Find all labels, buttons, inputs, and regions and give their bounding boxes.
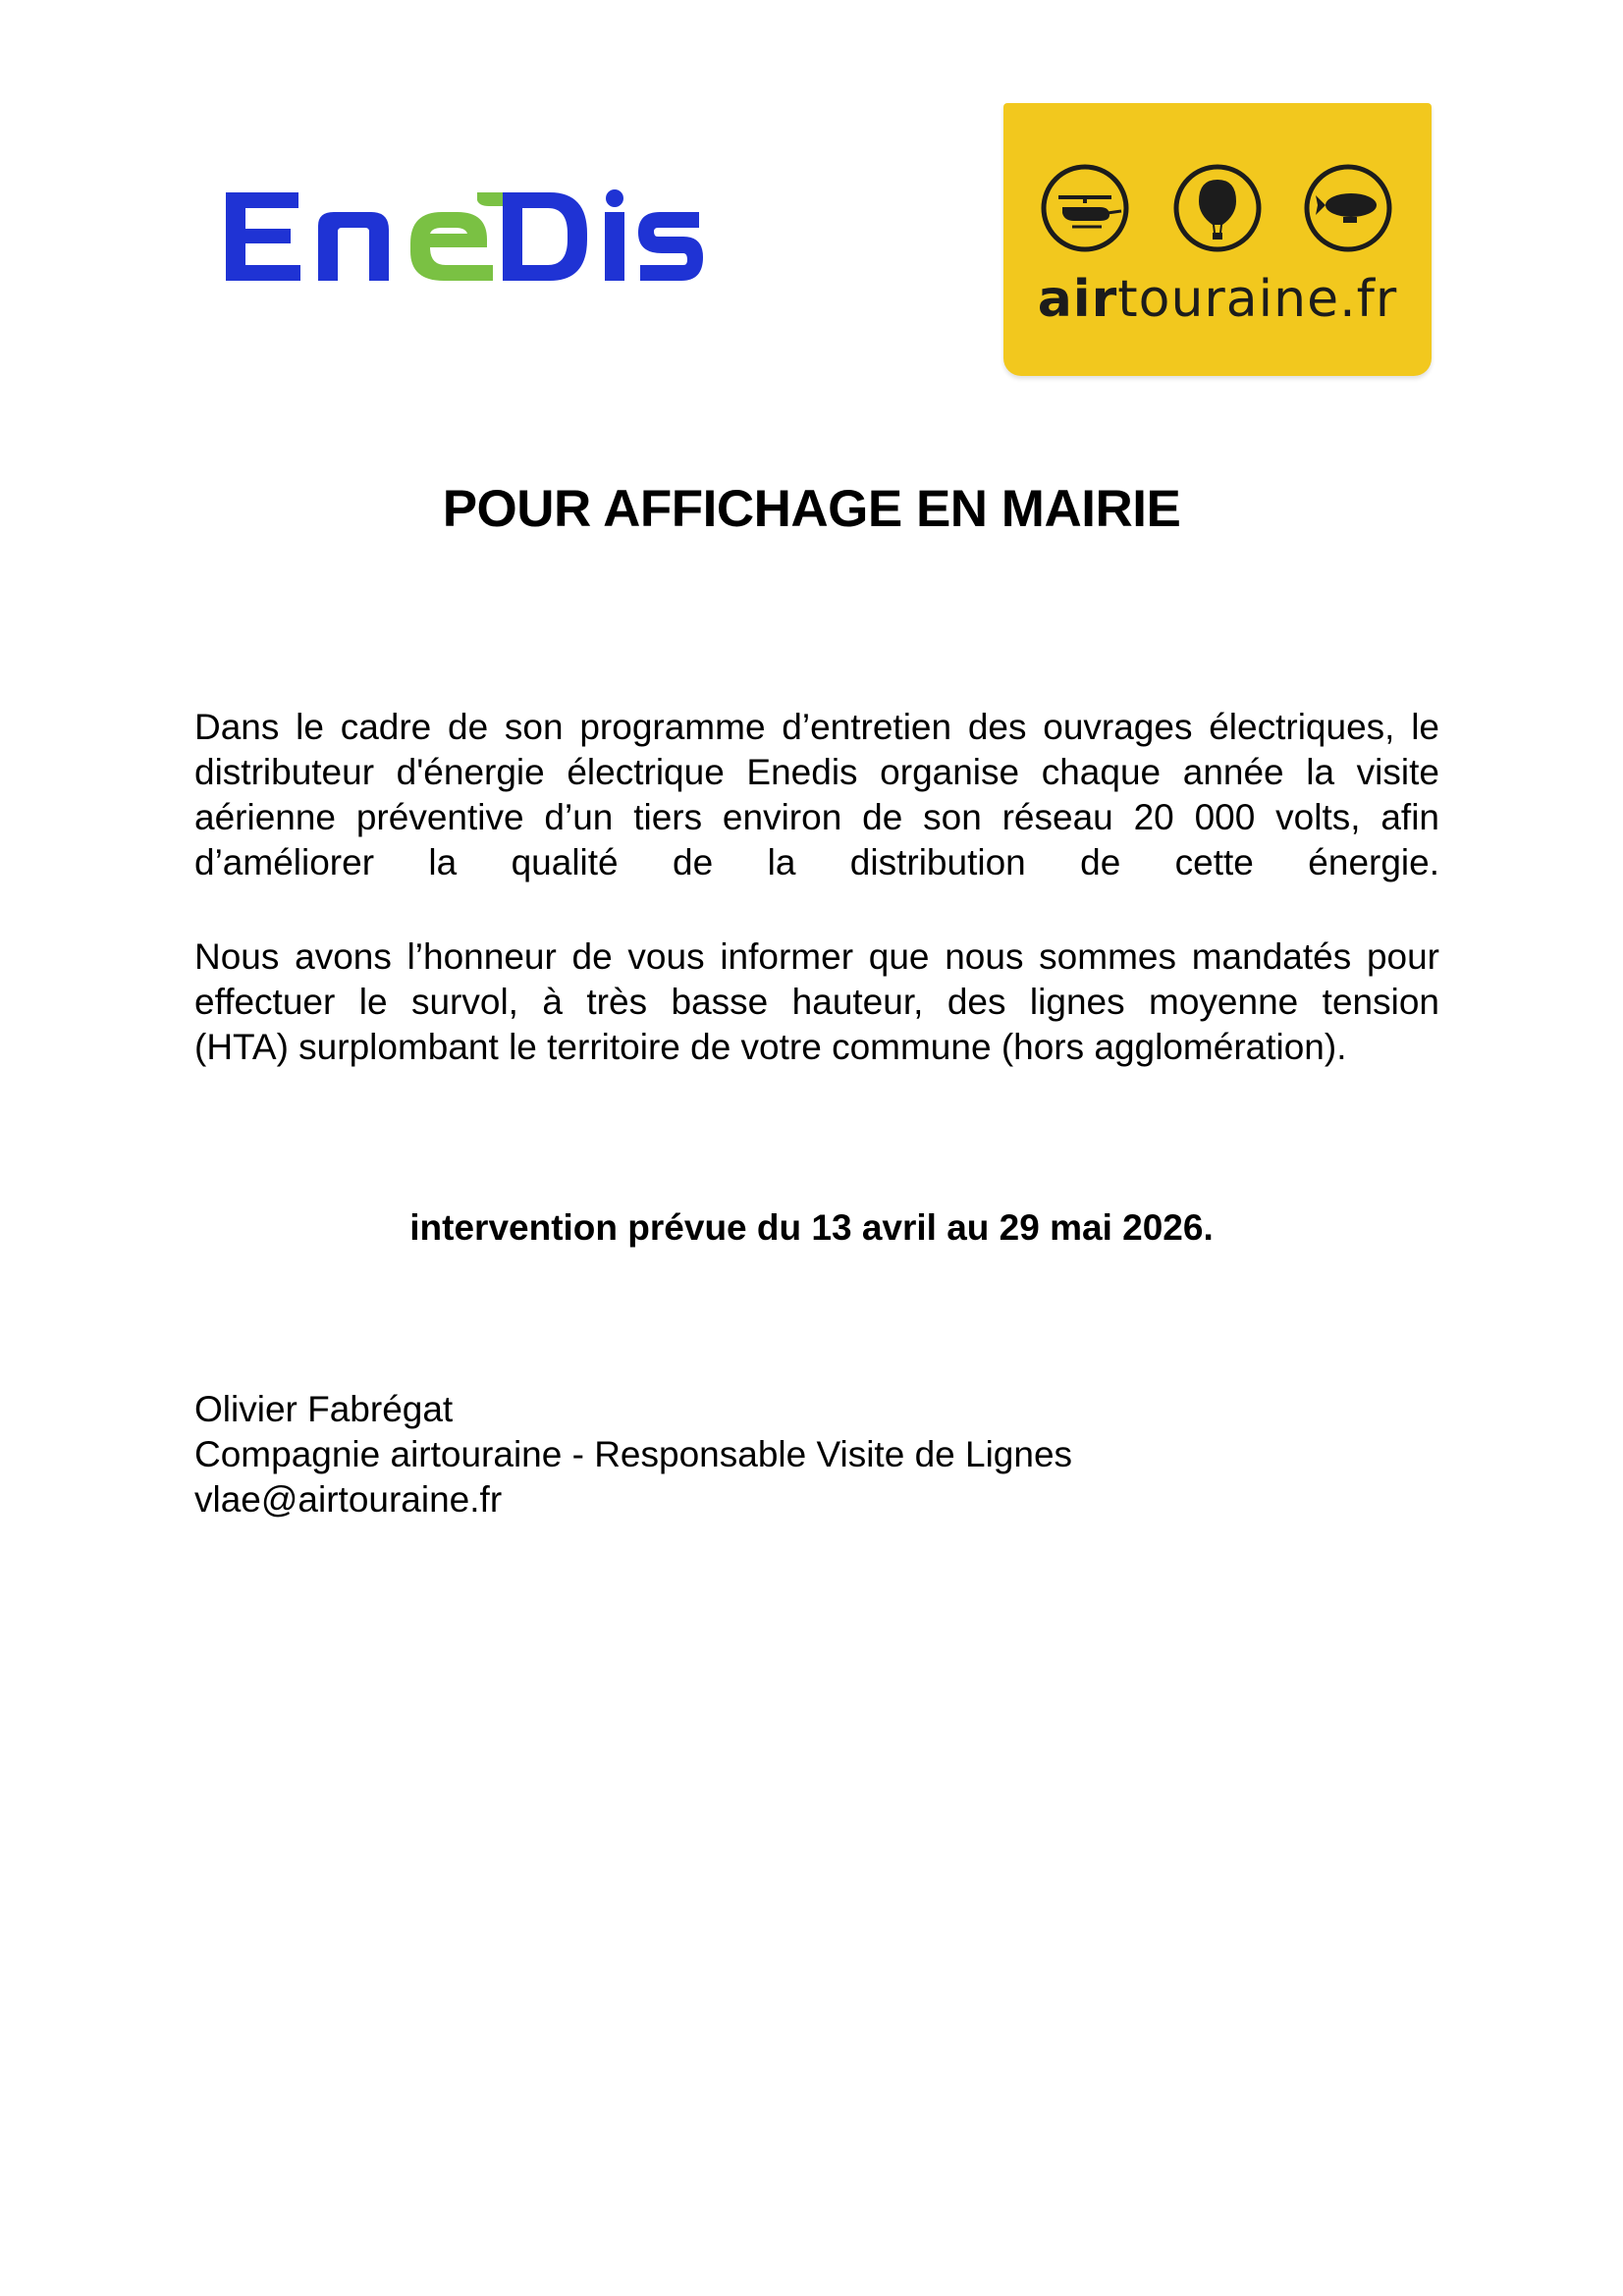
enedis-logo-graphic bbox=[208, 183, 709, 291]
paragraph-line: distributeur d'énergie électrique Enedis organise chaque année la visite bbox=[194, 752, 1439, 792]
helicopter-icon bbox=[1039, 162, 1131, 254]
airtouraine-wordmark: airtouraine.fr bbox=[1037, 270, 1398, 329]
signatory-email[interactable]: vlae@airtouraine.fr bbox=[194, 1479, 503, 1520]
hot-air-balloon-icon bbox=[1171, 162, 1264, 254]
signatory-name: Olivier Fabrégat bbox=[194, 1389, 454, 1429]
paragraph-line: d’améliorer la qualité de la distribution de cette énergie. bbox=[194, 842, 1439, 882]
paragraph-line: aérienne préventive d’un tiers environ de son réseau 20 000 volts, afin bbox=[194, 797, 1439, 837]
paragraph-line: Nous avons l’honneur de vous informer que nous sommes mandatés pour bbox=[194, 936, 1439, 977]
page-title: POUR AFFICHAGE EN MAIRIE bbox=[442, 480, 1181, 538]
signature-block bbox=[194, 1387, 1072, 1522]
airtouraine-logo bbox=[1003, 103, 1432, 376]
paragraph-notice bbox=[194, 934, 1439, 1070]
blimp-icon bbox=[1302, 162, 1394, 254]
intervention-dates: intervention prévue du 13 avril au 29 mai 2026. bbox=[409, 1207, 1214, 1248]
paragraph-line: (HTA) surplombant le territoire de votre commune (hors agglomération). bbox=[194, 1027, 1347, 1067]
signatory-role: Compagnie airtouraine - Responsable Visite de Lignes bbox=[194, 1434, 1073, 1474]
paragraph-line: effectuer le survol, à très basse hauteur, des lignes moyenne tension bbox=[194, 982, 1439, 1022]
paragraph-line: Dans le cadre de son programme d’entretien des ouvrages électriques, le bbox=[194, 707, 1439, 747]
paragraph-intro bbox=[194, 705, 1439, 885]
enedis-logo bbox=[208, 183, 709, 291]
airtouraine-icons bbox=[1039, 162, 1396, 260]
